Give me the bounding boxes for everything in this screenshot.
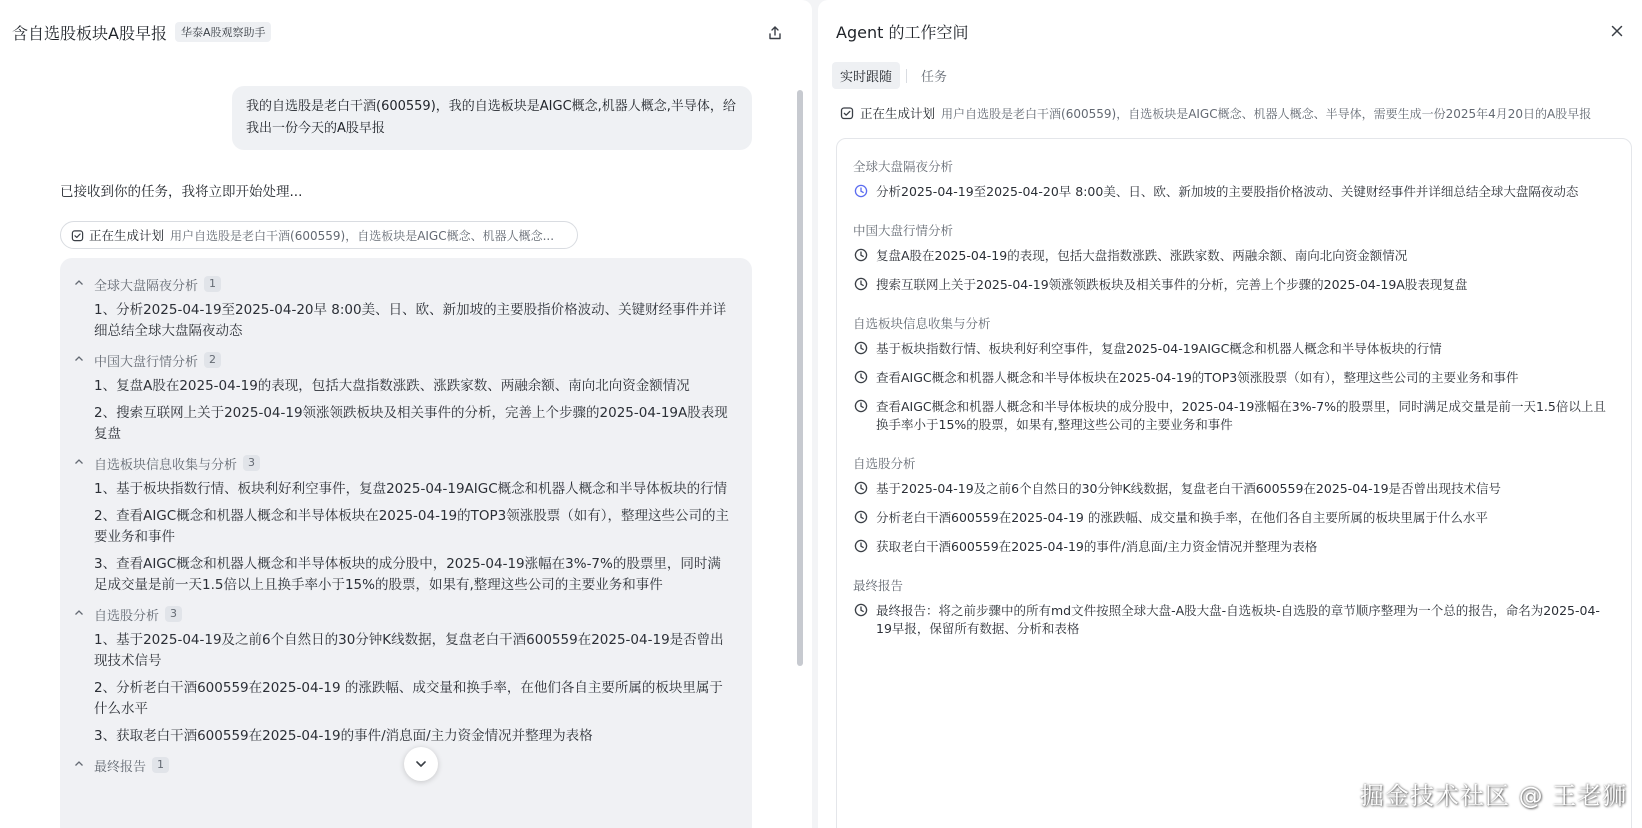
task-text: 搜索互联网上关于2025-04-19领涨领跌板块及相关事件的分析，完善上个步骤的2025-04-19A股表现复盘 — [876, 277, 1468, 292]
chevron-up-icon — [74, 759, 86, 772]
section-title: 全球大盘隔夜分析 — [94, 278, 199, 294]
share-button[interactable] — [764, 22, 786, 44]
task-item — [853, 602, 1615, 638]
task-text: 分析2025-04-19至2025-04-20早 8:00美、日、欧、新加坡的主要股指价格波动、关键财经事件并详细总结全球大盘隔夜动态 — [876, 184, 1579, 199]
plan-check-icon — [840, 106, 854, 120]
task-item — [853, 276, 1615, 294]
section-count-badge: 3 — [243, 455, 260, 471]
plan-step: 2、搜索互联网上关于2025-04-19领涨领跌板块及相关事件的分析，完善上个步骤的2025-04-19A股表现复盘 — [94, 405, 728, 442]
clock-icon — [853, 184, 869, 198]
section-header-final[interactable] — [74, 753, 730, 777]
workspace-status — [840, 104, 1632, 122]
task-section-title: 自选板块信息收集与分析 — [853, 316, 991, 331]
plan-card — [60, 258, 752, 828]
task-item — [853, 369, 1615, 387]
close-icon — [1610, 24, 1624, 38]
task-section-title: 自选股分析 — [853, 456, 916, 471]
tab-divider — [906, 69, 907, 83]
task-section — [853, 576, 1615, 638]
task-section-title: 最终报告 — [853, 578, 904, 593]
task-item — [853, 480, 1615, 498]
chevron-up-icon — [74, 608, 86, 621]
assistant-ack-text: 已接收到你的任务，我将立即开始处理... — [60, 184, 303, 200]
share-icon — [767, 25, 783, 41]
chat-scrollbar[interactable] — [797, 90, 803, 666]
chevron-up-icon — [74, 354, 86, 367]
chevron-up-icon — [74, 457, 86, 470]
plan-step: 2、分析老白干酒600559在2025-04-19 的涨跌幅、成交量和换手率，在他们各自主要所属的板块里属于什么水平 — [94, 680, 723, 717]
chevron-down-icon — [414, 757, 428, 771]
task-item — [853, 398, 1615, 434]
task-text: 查看AIGC概念和机器人概念和半导体板块在2025-04-19的TOP3领涨股票（如有），整理这些公司的主要业务和事件 — [876, 370, 1519, 385]
close-button[interactable] — [1606, 20, 1628, 42]
task-text: 基于2025-04-19及之前6个自然日的30分钟K线数据，复盘老白干酒600559在2025-04-19是否曾出现技术信号 — [876, 481, 1502, 496]
task-text: 基于板块指数行情、板块利好利空事件，复盘2025-04-19AIGC概念和机器人概念和半导体板块的行情 — [876, 341, 1442, 356]
section-count-badge: 1 — [152, 757, 169, 773]
plan-step: 2、查看AIGC概念和机器人概念和半导体板块在2025-04-19的TOP3领涨股票（如有），整理这些公司的主要业务和事件 — [94, 508, 729, 545]
task-item — [853, 509, 1615, 527]
task-item — [853, 538, 1615, 556]
plan-step: 1、基于板块指数行情、板块利好利空事件，复盘2025-04-19AIGC概念和机器人概念和半导体板块的行情 — [94, 481, 728, 497]
task-text: 获取老白干酒600559在2025-04-19的事件/消息面/主力资金情况并整理为表格 — [876, 539, 1318, 554]
clock-icon — [853, 399, 869, 413]
task-plan-panel — [836, 138, 1632, 828]
tab-tasks[interactable]: 任务 — [921, 70, 948, 85]
section-count-badge: 3 — [165, 606, 182, 622]
section-title: 最终报告 — [94, 759, 147, 775]
clock-icon — [853, 481, 869, 495]
task-section-title: 全球大盘隔夜分析 — [853, 159, 954, 174]
scroll-down-button[interactable] — [404, 747, 438, 781]
plan-step: 3、查看AIGC概念和机器人概念和半导体板块的成分股中，2025-04-19涨幅在3%-7%的股票里，同时满足成交量是前一天1.5倍以上且换手率小于15%的股票，如果有,整理这些公司的主要业务和事件 — [94, 556, 721, 593]
task-item — [853, 183, 1615, 201]
task-section-title: 中国大盘行情分析 — [853, 223, 954, 238]
workspace-status-summary: 用户自选股是老白干酒(600559)，自选板块是AIGC概念、机器人概念、半导体，需要生成一份2025年4月20日的A股早报 — [941, 106, 1592, 121]
tab-live-follow[interactable]: 实时跟随 — [832, 62, 900, 89]
task-text: 复盘A股在2025-04-19的表现，包括大盘指数涨跌、涨跌家数、两融余额、南向北向资金额情况 — [876, 248, 1408, 263]
agent-workspace-panel — [818, 0, 1642, 828]
task-item — [853, 340, 1615, 358]
task-section — [853, 314, 1615, 434]
plan-step: 1、复盘A股在2025-04-19的表现，包括大盘指数涨跌、涨跌家数、两融余额、南向北向资金额情况 — [94, 378, 690, 394]
chat-title: 含自选股板块A股早报 — [12, 23, 167, 43]
section-count-badge: 2 — [204, 352, 221, 368]
chat-panel — [0, 0, 812, 828]
section-header-global[interactable] — [74, 272, 730, 296]
watermark: 掘金技术社区 @ 王老狮 — [1360, 782, 1628, 810]
task-item — [853, 247, 1615, 265]
workspace-tabs — [832, 62, 955, 89]
task-section — [853, 157, 1615, 201]
workspace-title: Agent 的工作空间 — [836, 23, 969, 42]
plan-status-label: 正在生成计划 — [89, 228, 165, 243]
workspace-status-label: 正在生成计划 — [860, 106, 936, 121]
clock-icon — [853, 248, 869, 262]
plan-step: 3、获取老白干酒600559在2025-04-19的事件/消息面/主力资金情况并整理为表格 — [94, 728, 593, 744]
plan-step: 1、分析2025-04-19至2025-04-20早 8:00美、日、欧、新加坡的主要股指价格波动、关键财经事件并详细总结全球大盘隔夜动态 — [94, 302, 727, 339]
section-title: 自选股分析 — [94, 608, 160, 624]
task-text: 分析老白干酒600559在2025-04-19 的涨跌幅、成交量和换手率，在他们各自主要所属的板块里属于什么水平 — [876, 510, 1488, 525]
section-count-badge: 1 — [204, 276, 221, 292]
plan-check-icon — [71, 229, 84, 242]
clock-icon — [853, 341, 869, 355]
clock-icon — [853, 539, 869, 553]
plan-status-pill[interactable] — [60, 221, 578, 249]
chat-header — [12, 18, 800, 46]
clock-icon — [853, 370, 869, 384]
clock-icon — [853, 510, 869, 524]
plan-summary: 用户自选股是老白干酒(600559)，自选板块是AIGC概念、机器人概念... — [170, 228, 555, 243]
section-title: 自选板块信息收集与分析 — [94, 457, 238, 473]
task-section — [853, 454, 1615, 556]
clock-icon — [853, 277, 869, 291]
clock-icon — [853, 603, 869, 617]
task-section — [853, 221, 1615, 294]
task-text: 最终报告：将之前步骤中的所有md文件按照全球大盘-A股大盘-自选板块-自选股的章节顺序整理为一个总的报告，命名为2025-04-19早报，保留所有数据、分析和表格 — [876, 603, 1600, 636]
user-message: 我的自选股是老白干酒(600559)，我的自选板块是AIGC概念,机器人概念,半导体，给我出一份今天的A股早报 — [232, 86, 752, 150]
chevron-up-icon — [74, 278, 86, 291]
section-header-china[interactable] — [74, 348, 730, 372]
assistant-badge: 华泰A股观察助手 — [175, 22, 272, 42]
section-header-sectors[interactable] — [74, 451, 730, 475]
section-header-stock[interactable] — [74, 602, 730, 626]
section-title: 中国大盘行情分析 — [94, 354, 199, 370]
task-text: 查看AIGC概念和机器人概念和半导体板块的成分股中，2025-04-19涨幅在3%-7%的股票里，同时满足成交量是前一天1.5倍以上且换手率小于15%的股票，如果有,整理这些公司的主要业务和事件 — [876, 399, 1606, 432]
plan-step: 1、基于2025-04-19及之前6个自然日的30分钟K线数据，复盘老白干酒600559在2025-04-19是否曾出现技术信号 — [94, 632, 724, 669]
